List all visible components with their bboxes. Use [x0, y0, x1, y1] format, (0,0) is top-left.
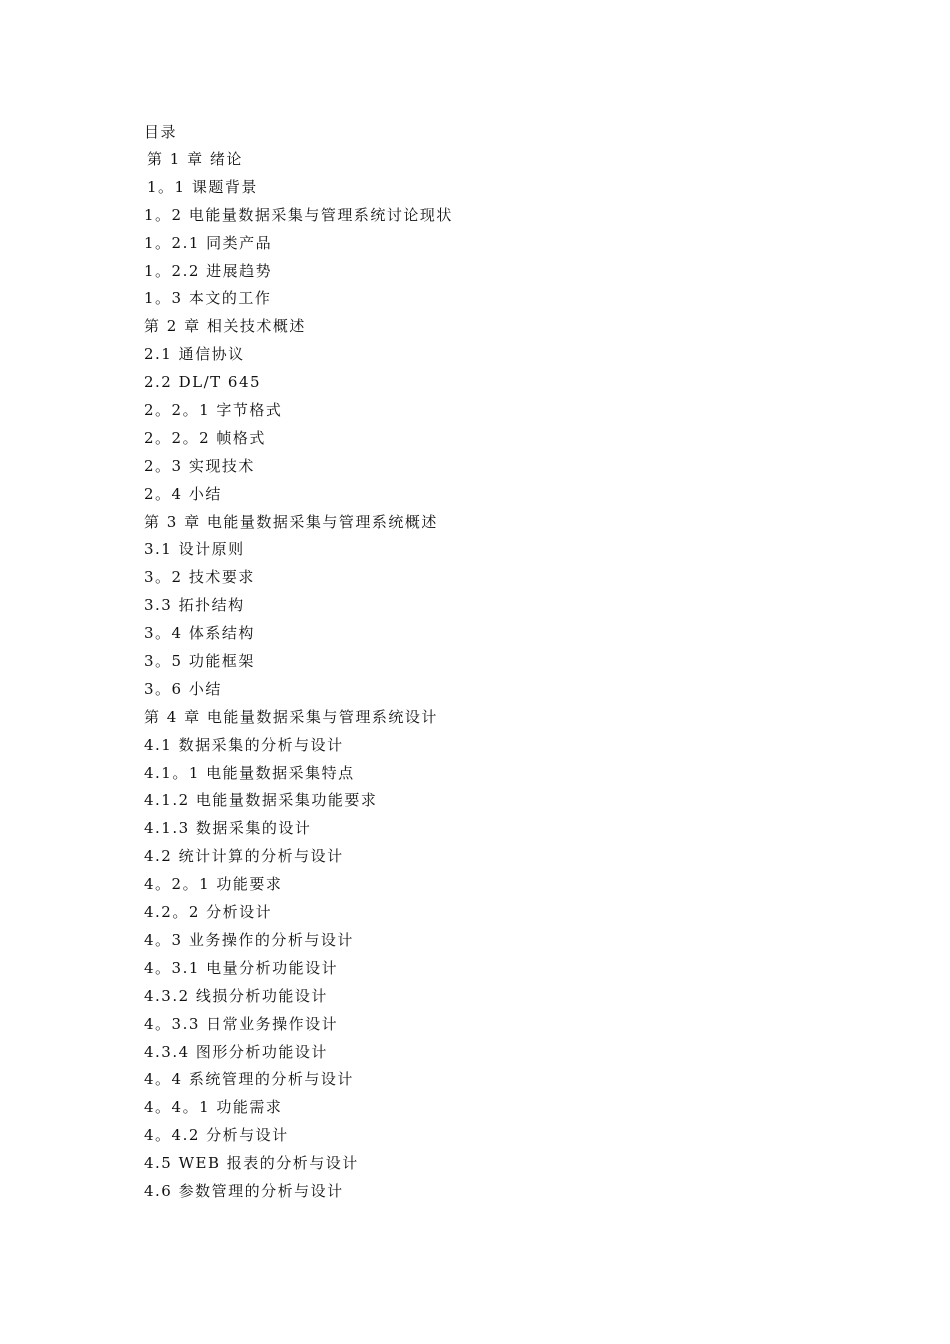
toc-entry: 3.1 设计原则 — [144, 540, 245, 559]
toc-entry: 4.1.2 电能量数据采集功能要求 — [144, 791, 378, 810]
toc-entry: 4。3.3 日常业务操作设计 — [144, 1014, 339, 1033]
toc-entry-chapter: 第 4 章 电能量数据采集与管理系统设计 — [144, 707, 438, 726]
toc-entry-chapter: 第 3 章 电能量数据采集与管理系统概述 — [144, 512, 438, 531]
toc-entry: 3.3 拓扑结构 — [144, 596, 245, 615]
toc-entry: 4.1 数据采集的分析与设计 — [144, 735, 344, 754]
toc-entry: 3。5 功能框架 — [144, 652, 255, 671]
toc-entry: 4。3 业务操作的分析与设计 — [144, 930, 354, 949]
toc-entry: 1。2 电能量数据采集与管理系统讨论现状 — [144, 205, 453, 224]
toc-entry: 1。2.1 同类产品 — [144, 233, 273, 252]
toc-entry: 4。4。1 功能需求 — [144, 1098, 283, 1117]
toc-entry: 4.5 WEB 报表的分析与设计 — [144, 1154, 359, 1173]
toc-entry: 4.1。1 电能量数据采集特点 — [144, 763, 355, 782]
toc-entry: 4.2。2 分析设计 — [144, 903, 273, 922]
toc-entry-chapter: 第 1 章 绪论 — [147, 150, 243, 168]
toc-entry: 2.2 DL/T 645 — [144, 373, 262, 392]
toc-entry: 4.1.3 数据采集的设计 — [144, 819, 312, 838]
toc-entry: 1。2.2 进展趋势 — [144, 261, 273, 280]
toc-entry: 2。2。2 帧格式 — [144, 428, 266, 447]
toc-entry: 4。2。1 功能要求 — [144, 875, 283, 894]
toc-entry: 2.1 通信协议 — [144, 345, 245, 364]
toc-title: 目录 — [144, 123, 178, 141]
toc-entry: 4.3.2 线损分析功能设计 — [144, 986, 328, 1005]
table-of-contents — [144, 118, 453, 1206]
toc-entry: 3。6 小结 — [144, 679, 222, 698]
toc-entry: 1。1 课题背景 — [147, 177, 258, 196]
toc-entry: 2。2。1 字节格式 — [144, 401, 283, 420]
toc-entry: 4。4 系统管理的分析与设计 — [144, 1070, 354, 1089]
toc-entry: 4.3.4 图形分析功能设计 — [144, 1042, 328, 1061]
toc-entry: 1。3 本文的工作 — [144, 289, 272, 308]
toc-entry: 4。4.2 分析与设计 — [144, 1126, 289, 1145]
toc-entry: 4.2 统计计算的分析与设计 — [144, 847, 344, 866]
toc-entry: 3。4 体系结构 — [144, 624, 255, 643]
toc-entry: 4。3.1 电量分析功能设计 — [144, 958, 339, 977]
toc-entry: 2。4 小结 — [144, 484, 222, 503]
toc-entry: 2。3 实现技术 — [144, 456, 255, 475]
toc-entry: 3。2 技术要求 — [144, 568, 255, 587]
toc-entry-chapter: 第 2 章 相关技术概述 — [144, 317, 306, 336]
toc-entry: 4.6 参数管理的分析与设计 — [144, 1181, 344, 1200]
